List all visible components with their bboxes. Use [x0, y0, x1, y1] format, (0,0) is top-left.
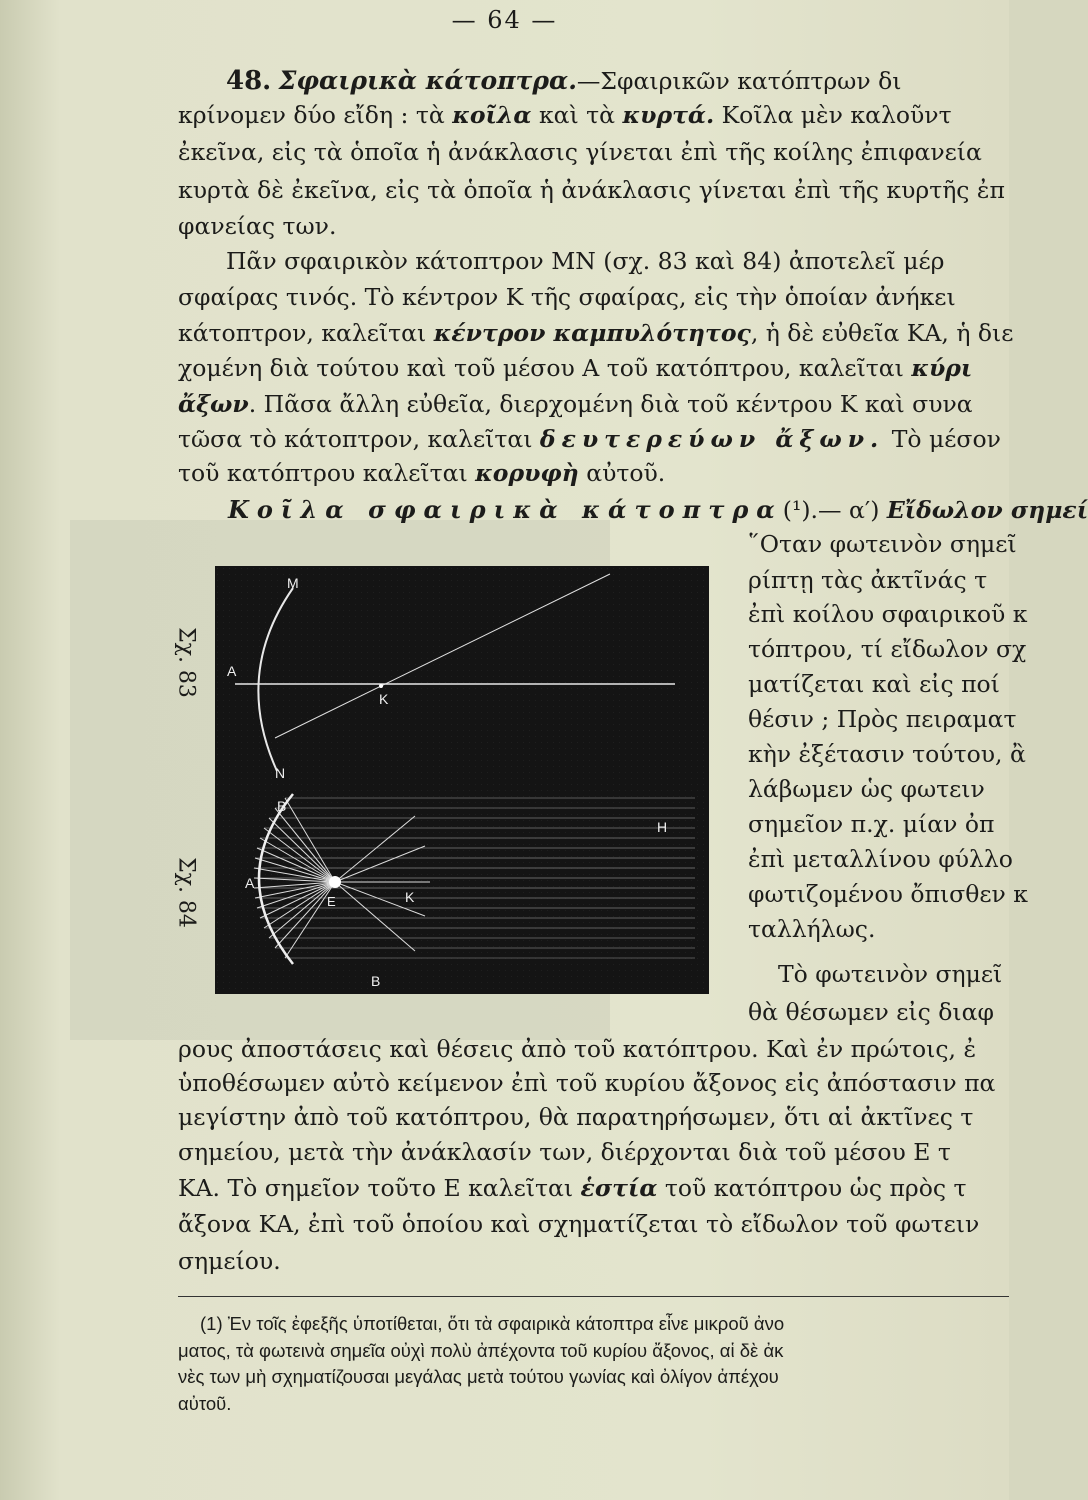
p1-line-3: ἐκεῖνα, εἰς τὰ ὁποῖα ἡ ἀνάκλασις γίνεται ἐπὶ τῆς κοίλης ἐπιφανεία [178, 138, 982, 166]
p4-line-8: ἄξονα ΚΑ, ἐπὶ τοῦ ὁποίου καὶ σχηματίζεται τὸ εἴδωλον τοῦ φωτειν [178, 1210, 980, 1238]
fig83-center-point [379, 684, 383, 688]
figure-label-83: Σχ. 83 [173, 627, 199, 698]
p2-line-3 [178, 319, 1014, 347]
right-col-line: ἐπὶ κοίλου σφαιρικοῦ κ [748, 600, 1028, 628]
fig84-label-E: E [327, 894, 336, 909]
text-span: τοῦ κατόπτρου καλεῖται [178, 459, 476, 487]
p4-line-6: σημείου, μετὰ τὴν ἀνάκλασίν των, διέρχονται διὰ τοῦ μέσου Ε τ [178, 1138, 951, 1166]
subsection-subtitle: Εἴδωλον σημεί [886, 496, 1088, 524]
p2-line-5 [178, 390, 973, 418]
right-col-line: λάβωμεν ὡς φωτειν [748, 775, 985, 803]
term-axon: ἄξων [178, 390, 249, 418]
fig84-label-B-top: B [277, 798, 287, 814]
fig83-label-M: M [287, 575, 299, 591]
text-span: χομένη διὰ τούτου καὶ τοῦ μέσου Α τοῦ κατόπτρου, καλεῖται [178, 354, 912, 382]
p4-line-7 [178, 1174, 967, 1202]
mirror-diagram [215, 566, 709, 994]
right-col-line: ταλλήλως. [748, 915, 876, 943]
p4-line-5: μεγίστην ἀπὸ τοῦ κατόπτρου, θὰ παρατηρήσωμεν, ὅτι αἱ ἀκτῖνες τ [178, 1103, 974, 1131]
term-kyrta: κυρτά. [622, 101, 715, 129]
right-col-line: σημεῖον π.χ. μίαν ὀπ [748, 810, 995, 838]
text-span: τοῦ κατόπτρου ὡς πρὸς τ [657, 1174, 967, 1202]
p2-line-6 [178, 425, 1001, 453]
fig84-label-H: H [657, 819, 668, 835]
text-span: .— α′) [810, 496, 887, 524]
text-span: Τὸ μέσον [884, 425, 1001, 453]
right-col-line: ῞Οταν φωτεινὸν σημεῖ [748, 530, 1017, 558]
p1-line-4: κυρτὰ δὲ ἐκεῖνα, εἰς τὰ ὁποῖα ἡ ἀνάκλασις γίνεται ἐπὶ τῆς κυρτῆς ἐπ [178, 176, 1005, 204]
text-span: αὐτοῦ. [578, 459, 666, 487]
footnote-divider [178, 1296, 1009, 1297]
fig83-label-A: A [227, 663, 237, 679]
term-deutereuon-axon: δευτερεύων ἄξων. [539, 425, 885, 453]
right-col-line: θέσιν ; Πρὸς πειραματ [748, 705, 1017, 733]
text-span: , ἡ δὲ εὐθεῖα ΚΑ, ἡ διε [750, 319, 1014, 347]
fig84-label-A: A [245, 875, 255, 891]
figure-label-84: Σχ. 84 [173, 857, 199, 928]
mirror-figure [215, 566, 709, 994]
fig83-label-N: N [275, 765, 286, 781]
p4-line-3: ρους ἀποστάσεις καὶ θέσεις ἀπὸ τοῦ κατόπτρου. Καὶ ἐν πρώτοις, ἐ [178, 1035, 977, 1063]
fig84-focus-point [329, 876, 341, 888]
heading-line-rest: —Σφαιρικῶν κατόπτρων δι [576, 67, 902, 95]
text-span: Κοῖλα μὲν καλοῦντ [714, 101, 952, 129]
footnote-line: νὲς των μὴ σχηματίζουσαι μεγάλας μετὰ τούτου γωνίας καὶ ὀλίγον ἀπέχου [178, 1366, 779, 1387]
term-koila: κοῖλα [452, 101, 532, 129]
term-estia: ἑστία [580, 1174, 658, 1202]
term-kentro-kampylotitos: κέντρον καμπυλότητος [433, 319, 751, 347]
text-span: . Πᾶσα ἄλλη εὐθεῖα, διερχομένη διὰ τοῦ κέντρου Κ καὶ συνα [248, 390, 973, 418]
section-number: 48. [226, 66, 272, 96]
p4-line-9: σημείου. [178, 1247, 281, 1275]
p1-line-5: φανείας των. [178, 212, 337, 240]
fig84-label-B-bottom: B [371, 973, 381, 989]
text-span: κάτοπτρον, καλεῖται [178, 319, 434, 347]
p4-line-1: Τὸ φωτεινὸν σημεῖ [778, 960, 1003, 988]
fig83-label-K: K [379, 691, 389, 707]
right-col-line: ρίπτῃ τὰς ἀκτῖνάς τ [748, 566, 988, 594]
footnote-line: αὐτοῦ. [178, 1393, 232, 1414]
p2-line-7 [178, 459, 666, 487]
footnote-line: ματος, τὰ φωτεινὰ σημεῖα οὐχὶ πολὺ ἀπέχοντα τοῦ κυρίου ἄξονος, αἱ δὲ ἀκ [178, 1340, 784, 1361]
footnote-ref: (¹) [782, 496, 811, 524]
text-span: καὶ τὰ [531, 101, 623, 129]
subsection-heading [228, 495, 1088, 524]
right-col-line: κὴν ἐξέτασιν τούτου, ἂ [748, 740, 1026, 768]
footnote-line: (1) Ἐν τοῖς ἐφεξῆς ὑποτίθεται, ὅτι τὰ σφαιρικὰ κάτοπτρα εἶνε μικροῦ ἀνο [200, 1313, 785, 1334]
text-span: κρίνομεν δύο εἴδη : τὰ [178, 101, 453, 129]
p1-line-2 [178, 101, 952, 129]
p2-line-4 [178, 354, 973, 382]
p4-line-2: θὰ θέσωμεν εἰς διαφ [748, 998, 994, 1026]
subsection-title: Κοῖλα σφαιρικὰ κάτοπτρα [228, 495, 783, 524]
right-col-line: φωτιζομένου ὄπισθεν κ [748, 880, 1028, 908]
right-col-line: τόπτρου, τί εἴδωλον σχ [748, 635, 1027, 663]
term-kyrios: κύρι [911, 354, 973, 382]
p2-line-1: Πᾶν σφαιρικὸν κάτοπτρον ΜΝ (σχ. 83 καὶ 84) ἀποτελεῖ μέρ [226, 247, 945, 275]
section-title: Σφαιρικὰ κάτοπτρα. [278, 66, 577, 95]
term-koryfi: κορυφὴ [475, 459, 579, 487]
page-number: — 64 — [451, 6, 558, 34]
right-col-line: ματίζεται καὶ εἰς ποί [748, 670, 1000, 698]
fig84-label-K: K [405, 889, 415, 905]
p4-line-4: ὑποθέσωμεν αὐτὸ κείμενον ἐπὶ τοῦ κυρίου ἄξονος εἰς ἀπόστασιν πα [178, 1069, 996, 1097]
text-span: τῶσα τὸ κάτοπτρον, καλεῖται [178, 425, 540, 453]
right-col-line: ἐπὶ μεταλλίνου φύλλο [748, 845, 1013, 873]
text-span: ΚΑ. Τὸ σημεῖον τοῦτο Ε καλεῖται [178, 1174, 581, 1202]
section-heading-line [226, 68, 901, 94]
p2-line-2: σφαίρας τινός. Τὸ κέντρον Κ τῆς σφαίρας, εἰς τὴν ὁποίαν ἀνήκει [178, 283, 956, 311]
